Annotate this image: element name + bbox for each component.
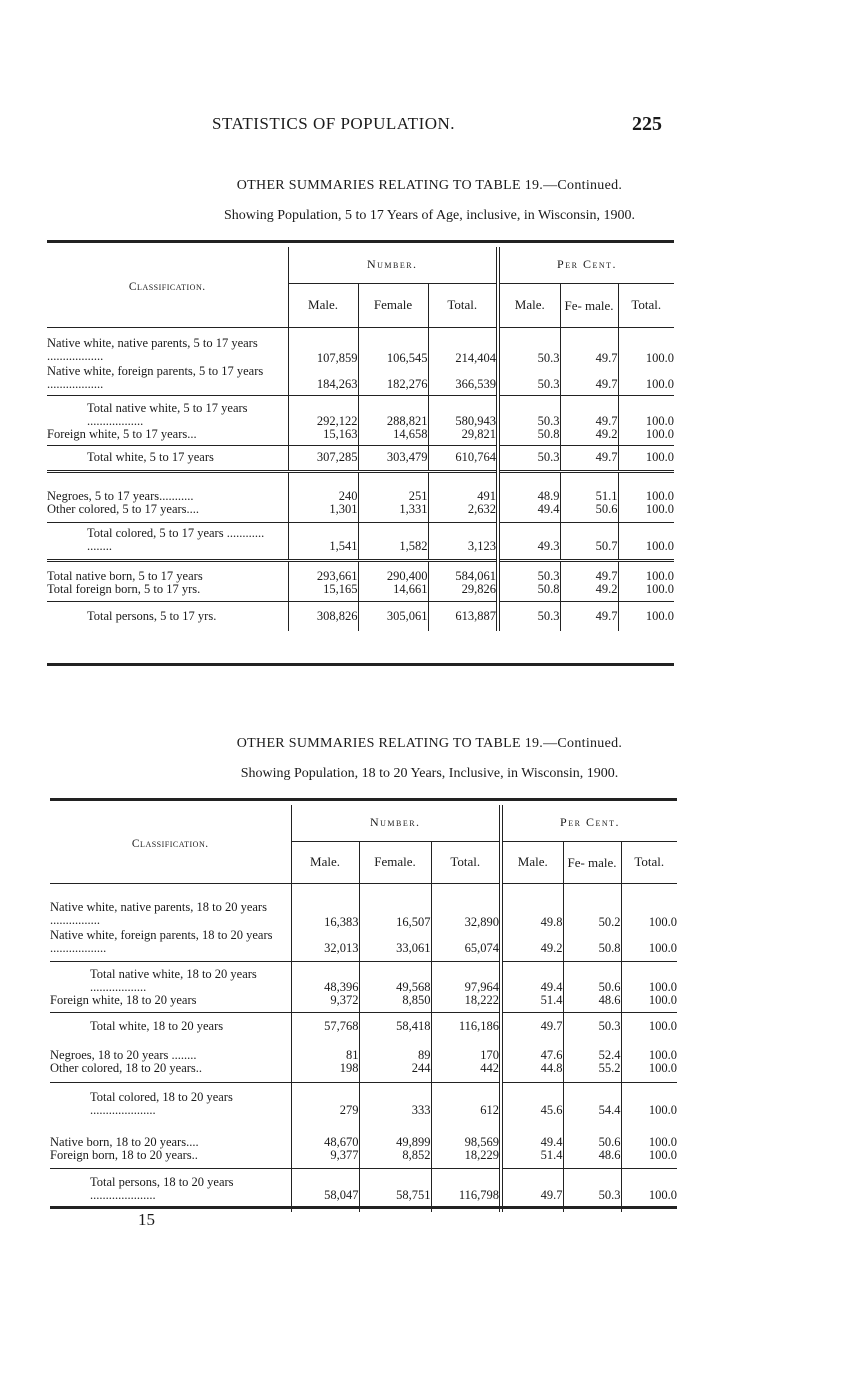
row-label: Total native white, 5 to 17 years .................. (47, 396, 288, 428)
male-number-header: Male. (288, 283, 358, 327)
male-percent: 49.4 (501, 1123, 563, 1149)
total-value: 366,539 (428, 365, 498, 396)
female-percent-header: Fe- male. (560, 283, 618, 327)
total-percent-header: Total. (621, 841, 677, 883)
female-percent: 48.6 (563, 994, 621, 1013)
total-value: 491 (428, 471, 498, 503)
male-value: 57,768 (291, 1012, 359, 1036)
row-label: Total native white, 18 to 20 years .................. (50, 962, 291, 994)
female-value: 89 (359, 1036, 431, 1062)
total-value: 610,764 (428, 445, 498, 471)
total-percent: 100.0 (621, 994, 677, 1013)
female-percent: 50.6 (563, 962, 621, 994)
table-row (50, 994, 677, 1013)
total-value: 18,229 (431, 1149, 501, 1169)
table-row (50, 883, 677, 929)
male-percent: 47.6 (501, 1036, 563, 1062)
total-percent: 100.0 (621, 1149, 677, 1169)
male-value: 240 (288, 471, 358, 503)
male-percent: 50.3 (498, 601, 560, 631)
total-value: 170 (431, 1036, 501, 1062)
row-label: Total native born, 5 to 17 years (47, 561, 288, 583)
male-percent: 49.7 (501, 1168, 563, 1212)
table-row (50, 1036, 677, 1062)
row-label: Total white, 5 to 17 years (47, 445, 288, 471)
female-percent: 49.7 (560, 365, 618, 396)
total-percent: 100.0 (645, 413, 675, 428)
total-percent: 100.0 (648, 979, 678, 994)
table-row (50, 1083, 677, 1123)
table1-top-rule (47, 240, 674, 243)
table2-subtitle: Showing Population, 18 to 20 Years, Inclusive, in Wisconsin, 1900. (240, 766, 619, 781)
number-group-header: Number. (291, 805, 501, 841)
male-percent: 44.8 (501, 1062, 563, 1083)
female-number-header: Female. (359, 841, 431, 883)
table-row (50, 1012, 677, 1036)
total-percent: 100.0 (618, 583, 674, 602)
table-row (47, 523, 674, 561)
female-percent: 49.7 (560, 396, 618, 428)
female-value: 49,899 (359, 1123, 431, 1149)
female-value: 58,751 (359, 1168, 431, 1212)
male-percent: 48.9 (498, 471, 560, 503)
table-row (47, 601, 674, 631)
male-value: 15,163 (288, 428, 358, 446)
page-number: 225 (632, 113, 662, 135)
female-percent: 48.6 (563, 1149, 621, 1169)
total-percent: 100.0 (618, 445, 674, 471)
classification-header: Classification. (50, 805, 291, 883)
row-label: Native white, foreign parents, 5 to 17 years .................. (47, 365, 288, 396)
table-row (50, 929, 677, 962)
male-value: 15,165 (288, 583, 358, 602)
total-percent: 100.0 (648, 915, 678, 929)
female-value: 251 (358, 471, 428, 503)
row-label: Foreign born, 18 to 20 years.. (50, 1149, 291, 1169)
male-number-header: Male. (291, 841, 359, 883)
male-value: 184,263 (288, 365, 358, 396)
row-label: Total foreign born, 5 to 17 yrs. (47, 583, 288, 602)
male-value: 107,859 (288, 327, 358, 365)
row-label: Total colored, 5 to 17 years ............ ........ (47, 523, 288, 561)
male-value: 48,670 (291, 1123, 359, 1149)
female-percent: 54.4 (563, 1083, 621, 1123)
table-row (47, 445, 674, 471)
male-percent: 49.3 (498, 523, 560, 561)
male-percent: 49.4 (501, 962, 563, 994)
male-percent: 50.8 (498, 583, 560, 602)
female-percent: 49.7 (560, 445, 618, 471)
total-value: 98,569 (431, 1123, 501, 1149)
female-percent: 52.4 (563, 1036, 621, 1062)
female-value: 8,850 (359, 994, 431, 1013)
row-label: Total white, 18 to 20 years (50, 1012, 291, 1036)
table-row (47, 327, 674, 365)
table-row (50, 1062, 677, 1083)
male-value: 1,541 (288, 523, 358, 561)
table-row (47, 396, 674, 428)
female-percent: 49.2 (560, 583, 618, 602)
row-label: Other colored, 18 to 20 years.. (50, 1062, 291, 1083)
row-label: Native white, native parents, 18 to 20 years ................ (50, 883, 291, 929)
female-value: 182,276 (358, 365, 428, 396)
female-value: 33,061 (359, 929, 431, 962)
row-label: Negroes, 18 to 20 years ........ (50, 1036, 291, 1062)
row-label: Foreign white, 5 to 17 years... (47, 428, 288, 446)
total-percent: 100.0 (621, 929, 677, 962)
total-value: 18,222 (431, 994, 501, 1013)
male-percent: 50.8 (498, 428, 560, 446)
per-cent-group-header: Per Cent. (501, 805, 677, 841)
table-row (50, 962, 677, 994)
per-cent-group-header: Per Cent. (498, 247, 674, 283)
female-value: 14,661 (358, 583, 428, 602)
row-label: Total colored, 18 to 20 years ..................... (50, 1083, 291, 1123)
table-row (47, 428, 674, 446)
female-value: 244 (359, 1062, 431, 1083)
table2-bottom-rule (50, 1206, 677, 1209)
female-value: 106,545 (358, 327, 428, 365)
female-value: 14,658 (358, 428, 428, 446)
total-value: 3,123 (428, 523, 498, 561)
male-value: 279 (291, 1083, 359, 1123)
female-value: 305,061 (358, 601, 428, 631)
number-group-header: Number. (288, 247, 498, 283)
total-value: 2,632 (428, 503, 498, 523)
male-value: 32,013 (291, 929, 359, 962)
total-percent: 100.0 (645, 568, 675, 583)
total-percent: 100.0 (648, 1019, 678, 1033)
female-number-header: Female (358, 283, 428, 327)
female-value: 303,479 (358, 445, 428, 471)
female-value: 58,418 (359, 1012, 431, 1036)
table2-title: OTHER SUMMARIES RELATING TO TABLE 19.—Continued. (236, 736, 623, 751)
male-percent: 50.3 (498, 445, 560, 471)
female-percent: 50.8 (563, 929, 621, 962)
female-percent: 50.7 (560, 523, 618, 561)
total-percent: 100.0 (618, 523, 674, 561)
table-row (47, 583, 674, 602)
total-value: 29,821 (428, 428, 498, 446)
male-value: 9,372 (291, 994, 359, 1013)
classification-header: Classification. (47, 247, 288, 327)
female-value: 1,582 (358, 523, 428, 561)
female-percent: 50.2 (563, 883, 621, 929)
male-value: 1,301 (288, 503, 358, 523)
female-value: 290,400 (358, 561, 428, 583)
male-percent: 45.6 (501, 1083, 563, 1123)
female-percent: 55.2 (563, 1062, 621, 1083)
female-percent: 49.7 (560, 601, 618, 631)
male-percent: 49.4 (498, 503, 560, 523)
row-label: Native white, native parents, 5 to 17 years .................. (47, 327, 288, 365)
signature-mark: 15 (138, 1210, 155, 1229)
male-value: 9,377 (291, 1149, 359, 1169)
female-value: 1,331 (358, 503, 428, 523)
table1 (47, 247, 674, 631)
male-value: 292,122 (288, 396, 358, 428)
row-label: Native born, 18 to 20 years.... (50, 1123, 291, 1149)
female-value: 8,852 (359, 1149, 431, 1169)
female-value: 288,821 (358, 396, 428, 428)
table-row (47, 365, 674, 396)
male-percent: 50.3 (498, 365, 560, 396)
male-value: 198 (291, 1062, 359, 1083)
total-value: 97,964 (431, 962, 501, 994)
male-value: 308,826 (288, 601, 358, 631)
male-percent: 49.7 (501, 1012, 563, 1036)
female-percent: 50.6 (563, 1123, 621, 1149)
table1-bottom-rule (47, 663, 674, 666)
total-percent: 100.0 (618, 428, 674, 446)
female-value: 333 (359, 1083, 431, 1123)
table-row (47, 503, 674, 523)
total-percent: 100.0 (648, 1102, 678, 1117)
female-percent: 49.7 (560, 327, 618, 365)
total-percent: 100.0 (648, 1048, 678, 1062)
page-header (0, 114, 859, 144)
table-row (50, 1149, 677, 1169)
female-percent: 50.3 (563, 1168, 621, 1212)
total-value: 584,061 (428, 561, 498, 583)
male-value: 81 (291, 1036, 359, 1062)
male-percent: 51.4 (501, 994, 563, 1013)
total-number-header: Total. (428, 283, 498, 327)
female-percent: 50.6 (560, 503, 618, 523)
male-value: 307,285 (288, 445, 358, 471)
male-percent: 50.3 (498, 327, 560, 365)
table-row (47, 471, 674, 503)
row-label: Native white, foreign parents, 18 to 20 years .................. (50, 929, 291, 962)
total-percent: 100.0 (645, 351, 675, 365)
running-title: STATISTICS OF POPULATION. (212, 114, 456, 133)
male-percent: 50.3 (498, 396, 560, 428)
table2-top-rule (50, 798, 677, 801)
total-percent: 100.0 (648, 1188, 678, 1202)
total-value: 65,074 (431, 929, 501, 962)
female-percent: 50.3 (563, 1012, 621, 1036)
male-value: 58,047 (291, 1168, 359, 1212)
total-value: 214,404 (428, 327, 498, 365)
total-value: 29,826 (428, 583, 498, 602)
female-value: 16,507 (359, 883, 431, 929)
total-percent: 100.0 (618, 503, 674, 523)
row-label: Foreign white, 18 to 20 years (50, 994, 291, 1013)
table2-body (50, 883, 677, 1212)
total-value: 580,943 (428, 396, 498, 428)
row-label: Negroes, 5 to 17 years........... (47, 471, 288, 503)
male-value: 16,383 (291, 883, 359, 929)
table-row (50, 1123, 677, 1149)
male-value: 293,661 (288, 561, 358, 583)
row-label: Total persons, 5 to 17 yrs. (47, 601, 288, 631)
total-number-header: Total. (431, 841, 501, 883)
female-value: 49,568 (359, 962, 431, 994)
female-percent: 51.1 (560, 471, 618, 503)
total-percent: 100.0 (621, 1062, 677, 1083)
total-value: 32,890 (431, 883, 501, 929)
male-percent: 50.3 (498, 561, 560, 583)
total-percent: 100.0 (648, 1134, 678, 1149)
table1-body (47, 327, 674, 631)
total-value: 613,887 (428, 601, 498, 631)
total-percent: 100.0 (645, 489, 675, 503)
row-label: Other colored, 5 to 17 years.... (47, 503, 288, 523)
row-label: Total persons, 18 to 20 years ..................... (50, 1168, 291, 1212)
male-percent-header: Male. (501, 841, 563, 883)
male-percent-header: Male. (498, 283, 560, 327)
male-percent: 49.8 (501, 883, 563, 929)
table1-subtitle: Showing Population, 5 to 17 Years of Age, inclusive, in Wisconsin, 1900. (223, 208, 635, 223)
female-percent-header: Fe- male. (563, 841, 621, 883)
table1-title: OTHER SUMMARIES RELATING TO TABLE 19.—Continued. (236, 178, 623, 193)
total-percent: 100.0 (618, 365, 674, 396)
table-row (47, 561, 674, 583)
female-percent: 49.7 (560, 561, 618, 583)
total-percent: 100.0 (645, 609, 675, 623)
male-percent: 51.4 (501, 1149, 563, 1169)
total-value: 442 (431, 1062, 501, 1083)
total-value: 612 (431, 1083, 501, 1123)
male-percent: 49.2 (501, 929, 563, 962)
total-percent-header: Total. (618, 283, 674, 327)
table2 (50, 805, 677, 1212)
female-percent: 49.2 (560, 428, 618, 446)
total-value: 116,798 (431, 1168, 501, 1212)
male-value: 48,396 (291, 962, 359, 994)
total-value: 116,186 (431, 1012, 501, 1036)
